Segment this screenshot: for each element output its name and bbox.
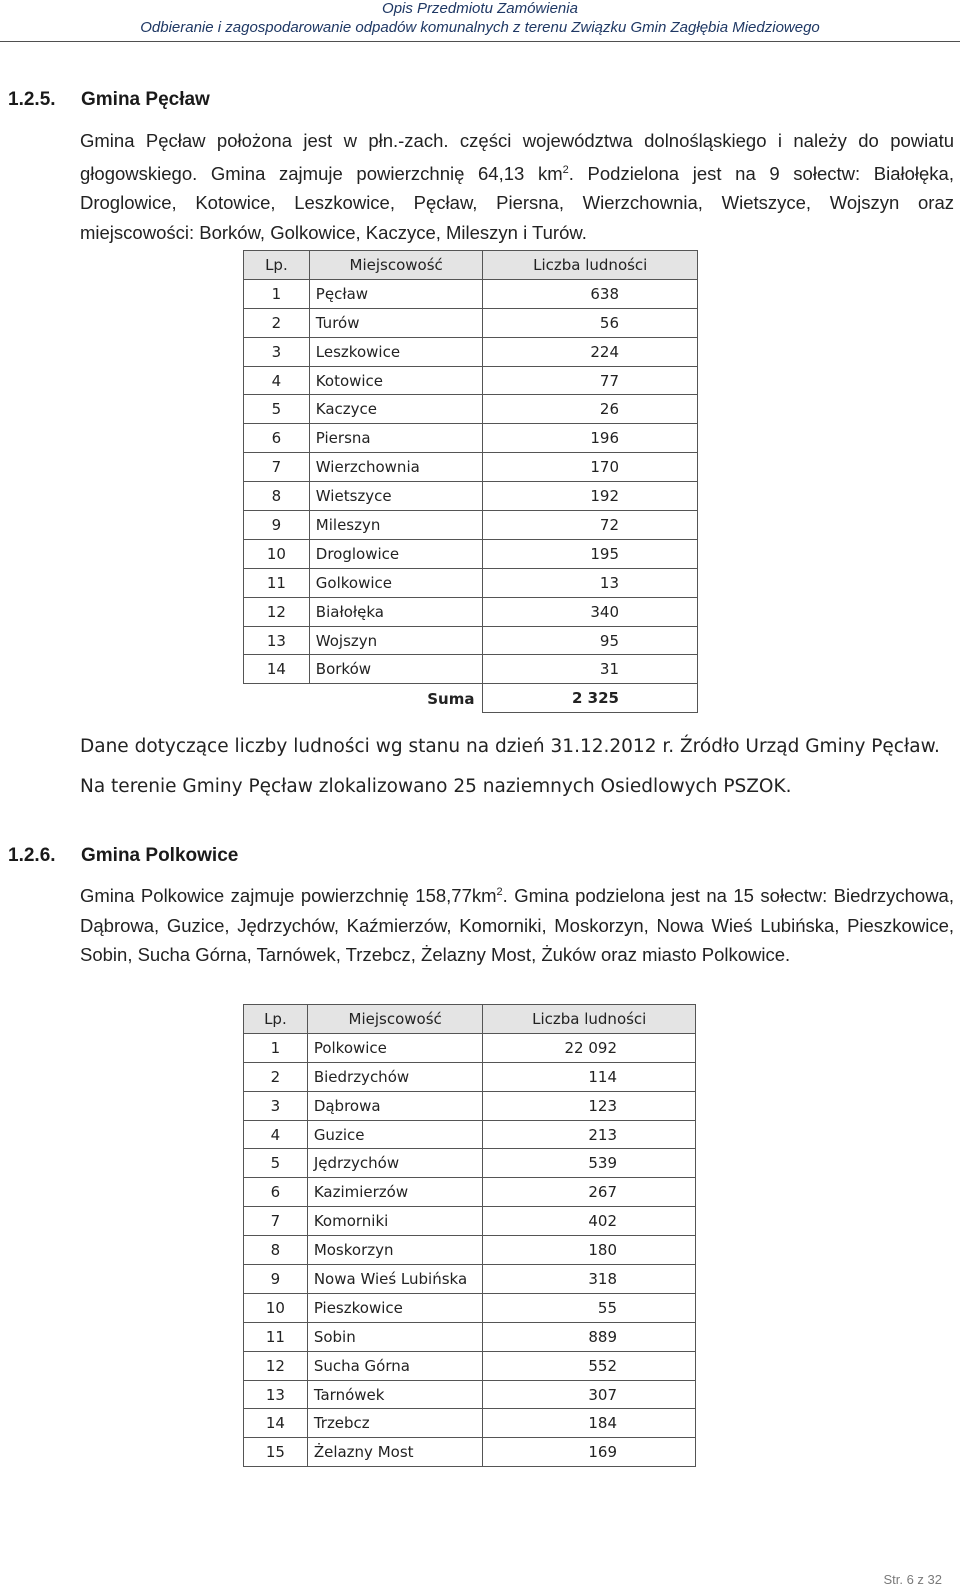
row-miejscowosc: Wojszyn xyxy=(309,626,483,655)
paragraph-text-cont: . Podzielona jest na 9 sołectw: Białołęka, Droglowice, Kotowice, Leszkowice, Pęcław, Piersna, Wierzchownia, Wietszyce, Wojszyn oraz miejscowości: Borków, Golkowice, Kaczyce, Mileszyn i Turów. xyxy=(80,162,954,243)
section-heading-peclaw xyxy=(8,89,210,111)
row-liczba: 22 092 xyxy=(483,1033,696,1062)
row-miejscowosc: Golkowice xyxy=(309,568,483,597)
row-miejscowosc: Droglowice xyxy=(309,539,483,568)
row-miejscowosc: Mileszyn xyxy=(309,511,483,540)
header-divider xyxy=(0,41,960,42)
table-row xyxy=(244,337,698,366)
row-lp: 7 xyxy=(244,1207,308,1236)
row-miejscowosc: Pieszkowice xyxy=(307,1293,483,1322)
table-row xyxy=(244,511,698,540)
table-row xyxy=(244,1207,696,1236)
table-row xyxy=(244,1409,696,1438)
paragraph-text: Gmina Polkowice zajmuje powierzchnię 158,77km xyxy=(80,885,497,907)
table-row xyxy=(244,1438,696,1467)
sum-label: Suma xyxy=(427,689,475,708)
row-liczba: 77 xyxy=(483,366,698,395)
table-row xyxy=(244,539,698,568)
row-lp: 1 xyxy=(244,1033,308,1062)
row-lp: 6 xyxy=(244,424,310,453)
row-lp: 7 xyxy=(244,453,310,482)
row-lp: 9 xyxy=(244,1265,308,1294)
row-miejscowosc: Wietszyce xyxy=(309,482,483,511)
table-row xyxy=(244,1091,696,1120)
row-miejscowosc: Moskorzyn xyxy=(307,1236,483,1265)
table-row xyxy=(244,1293,696,1322)
table-row xyxy=(244,366,698,395)
table-row xyxy=(244,279,698,308)
row-liczba: 184 xyxy=(483,1409,696,1438)
row-miejscowosc: Jędrzychów xyxy=(307,1149,483,1178)
table-row xyxy=(244,1178,696,1207)
row-miejscowosc: Kotowice xyxy=(309,366,483,395)
section-paragraph-polkowice xyxy=(80,878,954,970)
pszok-note: Na terenie Gminy Pęcław zlokalizowano 25 naziemnych Osiedlowych PSZOK. xyxy=(80,776,792,797)
row-liczba: 192 xyxy=(483,482,698,511)
table-header-row xyxy=(244,1005,696,1034)
table-sum-row xyxy=(244,684,698,713)
column-header-miejscowosc: Miejscowość xyxy=(307,1005,483,1034)
table-row xyxy=(244,626,698,655)
header-title: Opis Przedmiotu Zamówienia xyxy=(382,0,578,17)
section-number: 1.2.6. xyxy=(8,845,56,866)
section-title: Gmina Polkowice xyxy=(81,845,239,866)
table-row xyxy=(244,1351,696,1380)
table-row xyxy=(244,655,698,684)
table-row xyxy=(244,395,698,424)
row-liczba: 72 xyxy=(483,511,698,540)
table-row xyxy=(244,424,698,453)
row-lp: 9 xyxy=(244,511,310,540)
row-liczba: 267 xyxy=(483,1178,696,1207)
row-miejscowosc: Guzice xyxy=(307,1120,483,1149)
row-lp: 13 xyxy=(244,626,310,655)
row-lp: 15 xyxy=(244,1438,308,1467)
row-miejscowosc: Kaczyce xyxy=(309,395,483,424)
row-miejscowosc: Nowa Wieś Lubińska xyxy=(307,1265,483,1294)
page-number: Str. 6 z 32 xyxy=(883,1572,942,1587)
row-miejscowosc: Turów xyxy=(309,308,483,337)
table-row xyxy=(244,1322,696,1351)
table-row xyxy=(244,308,698,337)
table-row xyxy=(244,1236,696,1265)
row-lp: 6 xyxy=(244,1178,308,1207)
row-miejscowosc: Kazimierzów xyxy=(307,1178,483,1207)
row-miejscowosc: Komorniki xyxy=(307,1207,483,1236)
row-lp: 13 xyxy=(244,1380,308,1409)
column-header-liczba: Liczba ludności xyxy=(483,251,698,280)
population-table-peclaw xyxy=(243,250,698,713)
row-liczba: 13 xyxy=(483,568,698,597)
document-header xyxy=(0,0,960,44)
row-miejscowosc: Leszkowice xyxy=(309,337,483,366)
row-liczba: 56 xyxy=(483,308,698,337)
row-liczba: 539 xyxy=(483,1149,696,1178)
header-subtitle: Odbieranie i zagospodarowanie odpadów komunalnych z terenu Związku Gmin Zagłębia Miedziowego xyxy=(140,19,820,36)
table-row xyxy=(244,482,698,511)
row-liczba: 552 xyxy=(483,1351,696,1380)
row-lp: 3 xyxy=(244,337,310,366)
population-source-note: Dane dotyczące liczby ludności wg stanu na dzień 31.12.2012 r. Źródło Urząd Gminy Pęcław. xyxy=(80,736,940,757)
row-lp: 3 xyxy=(244,1091,308,1120)
table-row xyxy=(244,1062,696,1091)
row-miejscowosc: Biedrzychów xyxy=(307,1062,483,1091)
row-miejscowosc: Wierzchownia xyxy=(309,453,483,482)
row-miejscowosc: Białołęka xyxy=(309,597,483,626)
paragraph-text-cont: . Gmina podzielona jest na 15 sołectw: Biedrzychowa, Dąbrowa, Guzice, Jędrzychów, Kaźmierzów, Komorniki, Moskorzyn, Nowa Wieś Lubińska, Pieszkowice, Sobin, Sucha Górna, Tarnówek, Trzebcz, Żelazny Most, Żuków oraz miasto Polkowice. xyxy=(80,885,954,966)
row-liczba: 195 xyxy=(483,539,698,568)
row-miejscowosc: Polkowice xyxy=(307,1033,483,1062)
row-liczba: 340 xyxy=(483,597,698,626)
row-lp: 12 xyxy=(244,1351,308,1380)
row-liczba: 889 xyxy=(483,1322,696,1351)
section-paragraph-peclaw xyxy=(80,126,954,247)
row-liczba: 213 xyxy=(483,1120,696,1149)
section-heading-polkowice xyxy=(8,845,238,867)
superscript: 2 xyxy=(562,163,569,176)
column-header-miejscowosc: Miejscowość xyxy=(309,251,483,280)
row-liczba: 170 xyxy=(483,453,698,482)
row-liczba: 55 xyxy=(483,1293,696,1322)
row-lp: 11 xyxy=(244,1322,308,1351)
row-liczba: 196 xyxy=(483,424,698,453)
sum-blank-cell xyxy=(244,684,310,713)
row-liczba: 638 xyxy=(483,279,698,308)
row-liczba: 402 xyxy=(483,1207,696,1236)
row-lp: 2 xyxy=(244,1062,308,1091)
row-liczba: 114 xyxy=(483,1062,696,1091)
row-lp: 8 xyxy=(244,1236,308,1265)
row-lp: 5 xyxy=(244,1149,308,1178)
row-miejscowosc: Sobin xyxy=(307,1322,483,1351)
section-number: 1.2.5. xyxy=(8,89,56,110)
row-lp: 4 xyxy=(244,366,310,395)
row-liczba: 180 xyxy=(483,1236,696,1265)
row-lp: 2 xyxy=(244,308,310,337)
table-row xyxy=(244,1265,696,1294)
row-lp: 10 xyxy=(244,539,310,568)
row-lp: 11 xyxy=(244,568,310,597)
row-liczba: 31 xyxy=(483,655,698,684)
paragraph-text: Gmina Pęcław położona jest w płn.-zach. części województwa dolnośląskiego i należy do powiatu głogowskiego. Gmina zajmuje powierzchnię 64,13 km xyxy=(80,130,954,184)
column-header-lp: Lp. xyxy=(244,251,310,280)
row-miejscowosc: Sucha Górna xyxy=(307,1351,483,1380)
row-liczba: 318 xyxy=(483,1265,696,1294)
row-lp: 14 xyxy=(244,1409,308,1438)
row-liczba: 169 xyxy=(483,1438,696,1467)
row-lp: 4 xyxy=(244,1120,308,1149)
table-header-row xyxy=(244,251,698,280)
row-lp: 5 xyxy=(244,395,310,424)
row-liczba: 123 xyxy=(483,1091,696,1120)
row-liczba: 26 xyxy=(483,395,698,424)
column-header-liczba: Liczba ludności xyxy=(483,1005,696,1034)
row-miejscowosc: Borków xyxy=(309,655,483,684)
row-miejscowosc: Tarnówek xyxy=(307,1380,483,1409)
row-lp: 8 xyxy=(244,482,310,511)
row-lp: 1 xyxy=(244,279,310,308)
row-miejscowosc: Pęcław xyxy=(309,279,483,308)
table-row xyxy=(244,568,698,597)
section-title: Gmina Pęcław xyxy=(81,89,210,110)
row-lp: 14 xyxy=(244,655,310,684)
table-row xyxy=(244,1033,696,1062)
row-miejscowosc: Żelazny Most xyxy=(307,1438,483,1467)
table-row xyxy=(244,597,698,626)
row-miejscowosc: Dąbrowa xyxy=(307,1091,483,1120)
row-liczba: 224 xyxy=(483,337,698,366)
row-liczba: 307 xyxy=(483,1380,696,1409)
population-table-polkowice xyxy=(243,1004,696,1467)
table-row xyxy=(244,1380,696,1409)
table-row xyxy=(244,453,698,482)
row-lp: 12 xyxy=(244,597,310,626)
sum-value: 2 325 xyxy=(483,684,698,713)
row-miejscowosc: Piersna xyxy=(309,424,483,453)
table-row xyxy=(244,1149,696,1178)
row-miejscowosc: Trzebcz xyxy=(307,1409,483,1438)
table-row xyxy=(244,1120,696,1149)
row-liczba: 95 xyxy=(483,626,698,655)
superscript: 2 xyxy=(496,886,503,898)
row-lp: 10 xyxy=(244,1293,308,1322)
column-header-lp: Lp. xyxy=(244,1005,308,1034)
